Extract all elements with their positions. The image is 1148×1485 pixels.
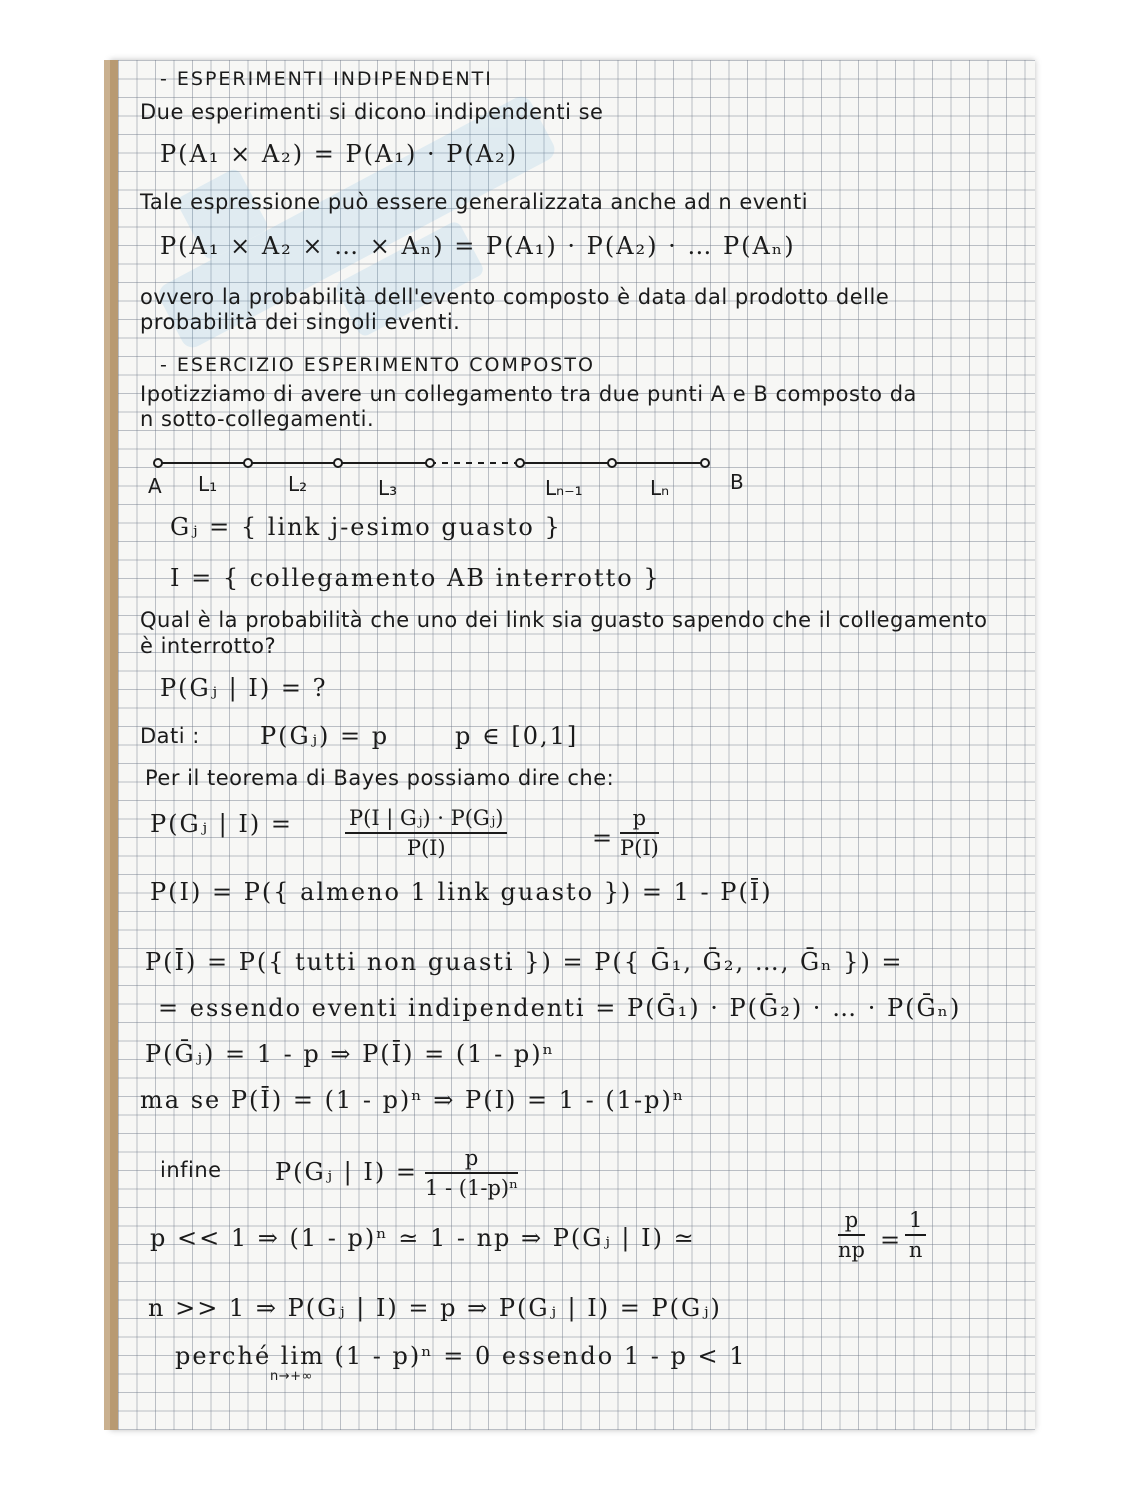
- limit-subscript: n→+∞: [270, 1369, 313, 1384]
- infine-label: infine: [160, 1158, 222, 1182]
- approx-small-p: p << 1 ⇒ (1 - p)ⁿ ≃ 1 - np ⇒ P(Gⱼ | I) ≃: [150, 1224, 696, 1252]
- infine-numerator: p: [425, 1146, 518, 1174]
- bayes-denominator: P(I): [620, 836, 659, 860]
- section-title-esercizio: - ESERCIZIO ESPERIMENTO COMPOSTO: [160, 354, 595, 376]
- point-A-label: A: [148, 474, 162, 498]
- bayes-fraction: [345, 806, 507, 860]
- infine-fraction: [425, 1146, 518, 1200]
- bayes-denominator: P(I): [406, 836, 446, 860]
- text-line: Per il teorema di Bayes possiamo dire che:: [145, 766, 615, 790]
- dati-eq: P(Gⱼ) = p: [260, 722, 390, 750]
- approx-denominator: np: [838, 1238, 865, 1262]
- text-line: Tale espressione può essere generalizzata anche ad n eventi: [140, 190, 809, 214]
- link-label: Lₙ₋₁: [545, 476, 583, 500]
- approx-numerator: p: [838, 1208, 865, 1236]
- point-B-label: B: [730, 470, 744, 494]
- approx-large-n: n >> 1 ⇒ P(Gⱼ | I) = p ⇒ P(Gⱼ | I) = P(Gⱼ): [148, 1294, 722, 1322]
- infine-lhs: P(Gⱼ | I) =: [275, 1158, 418, 1186]
- formula-independence: P(A₁ × A₂) = P(A₁) · P(A₂): [160, 140, 519, 168]
- section-title-indipendenti: - ESPERIMENTI INDIPENDENTI: [160, 68, 493, 90]
- text-line: Qual è la probabilità che uno dei link sia guasto sapendo che il collegamento: [140, 608, 988, 632]
- node: [516, 459, 524, 467]
- formula-generalized: P(A₁ × A₂ × … × Aₙ) = P(A₁) · P(A₂) · … P(Aₙ): [160, 232, 796, 260]
- link-label: L₁: [198, 472, 218, 496]
- text-line: Ipotizziamo di avere un collegamento tra due punti A e B composto da: [140, 382, 917, 406]
- node-B: [701, 459, 709, 467]
- node: [334, 459, 342, 467]
- node: [244, 459, 252, 467]
- bayes-eq: =: [592, 824, 615, 852]
- def-G: Gⱼ = { link j-esimo guasto }: [170, 513, 562, 541]
- text-line: probabilità dei singoli eventi.: [140, 310, 461, 334]
- link-label: L₃: [378, 476, 398, 500]
- eq-Gbar: P(Ḡⱼ) = 1 - p ⇒ P(Ī) = (1 - p)ⁿ: [145, 1040, 555, 1068]
- eq-ma-se: ma se P(Ī) = (1 - p)ⁿ ⇒ P(I) = 1 - (1-p)ⁿ: [140, 1086, 686, 1114]
- link-label: L₂: [288, 472, 308, 496]
- text-line: Due esperimenti si dicono indipendenti se: [140, 100, 604, 124]
- bayes-fraction-simplified: [620, 806, 659, 860]
- eq-PI: P(I) = P({ almeno 1 link guasto }) = 1 - P(Ī): [150, 878, 773, 906]
- node-A: [154, 459, 162, 467]
- link-label: Lₙ: [650, 476, 670, 500]
- dati-range: p ∈ [0,1]: [455, 722, 579, 750]
- node: [426, 459, 434, 467]
- bayes-numerator: p: [620, 806, 659, 834]
- query: P(Gⱼ | I) = ?: [160, 674, 328, 702]
- approx-numerator: 1: [905, 1208, 926, 1236]
- approx-fraction-simplified: [905, 1208, 926, 1262]
- infine-denominator: 1 - (1-p)ⁿ: [425, 1176, 519, 1200]
- perche-limit: perché lim (1 - p)ⁿ = 0 essendo 1 - p < 1: [175, 1342, 747, 1370]
- text-line: è interrotto?: [140, 634, 277, 658]
- eq-PIbar-cont: = essendo eventi indipendenti = P(Ḡ₁) · P(Ḡ₂) · … · P(Ḡₙ): [158, 994, 962, 1022]
- bayes-numerator: P(I | Gⱼ) · P(Gⱼ): [345, 806, 507, 834]
- node: [608, 459, 616, 467]
- approx-eq: =: [880, 1226, 903, 1254]
- dati-label: Dati :: [140, 724, 200, 748]
- text-line: ovvero la probabilità dell'evento composto è data dal prodotto delle: [140, 285, 890, 309]
- approx-denominator: n: [908, 1238, 923, 1262]
- text-line: n sotto-collegamenti.: [140, 407, 375, 431]
- approx-fraction: [838, 1208, 865, 1262]
- def-I: I = { collegamento AB interrotto }: [170, 564, 661, 592]
- eq-PIbar: P(Ī) = P({ tutti non guasti }) = P({ Ḡ₁, Ḡ₂, …, Ḡₙ }) =: [145, 948, 904, 976]
- link-chain-diagram: [140, 445, 760, 505]
- bayes-lhs: P(Gⱼ | I) =: [150, 810, 293, 838]
